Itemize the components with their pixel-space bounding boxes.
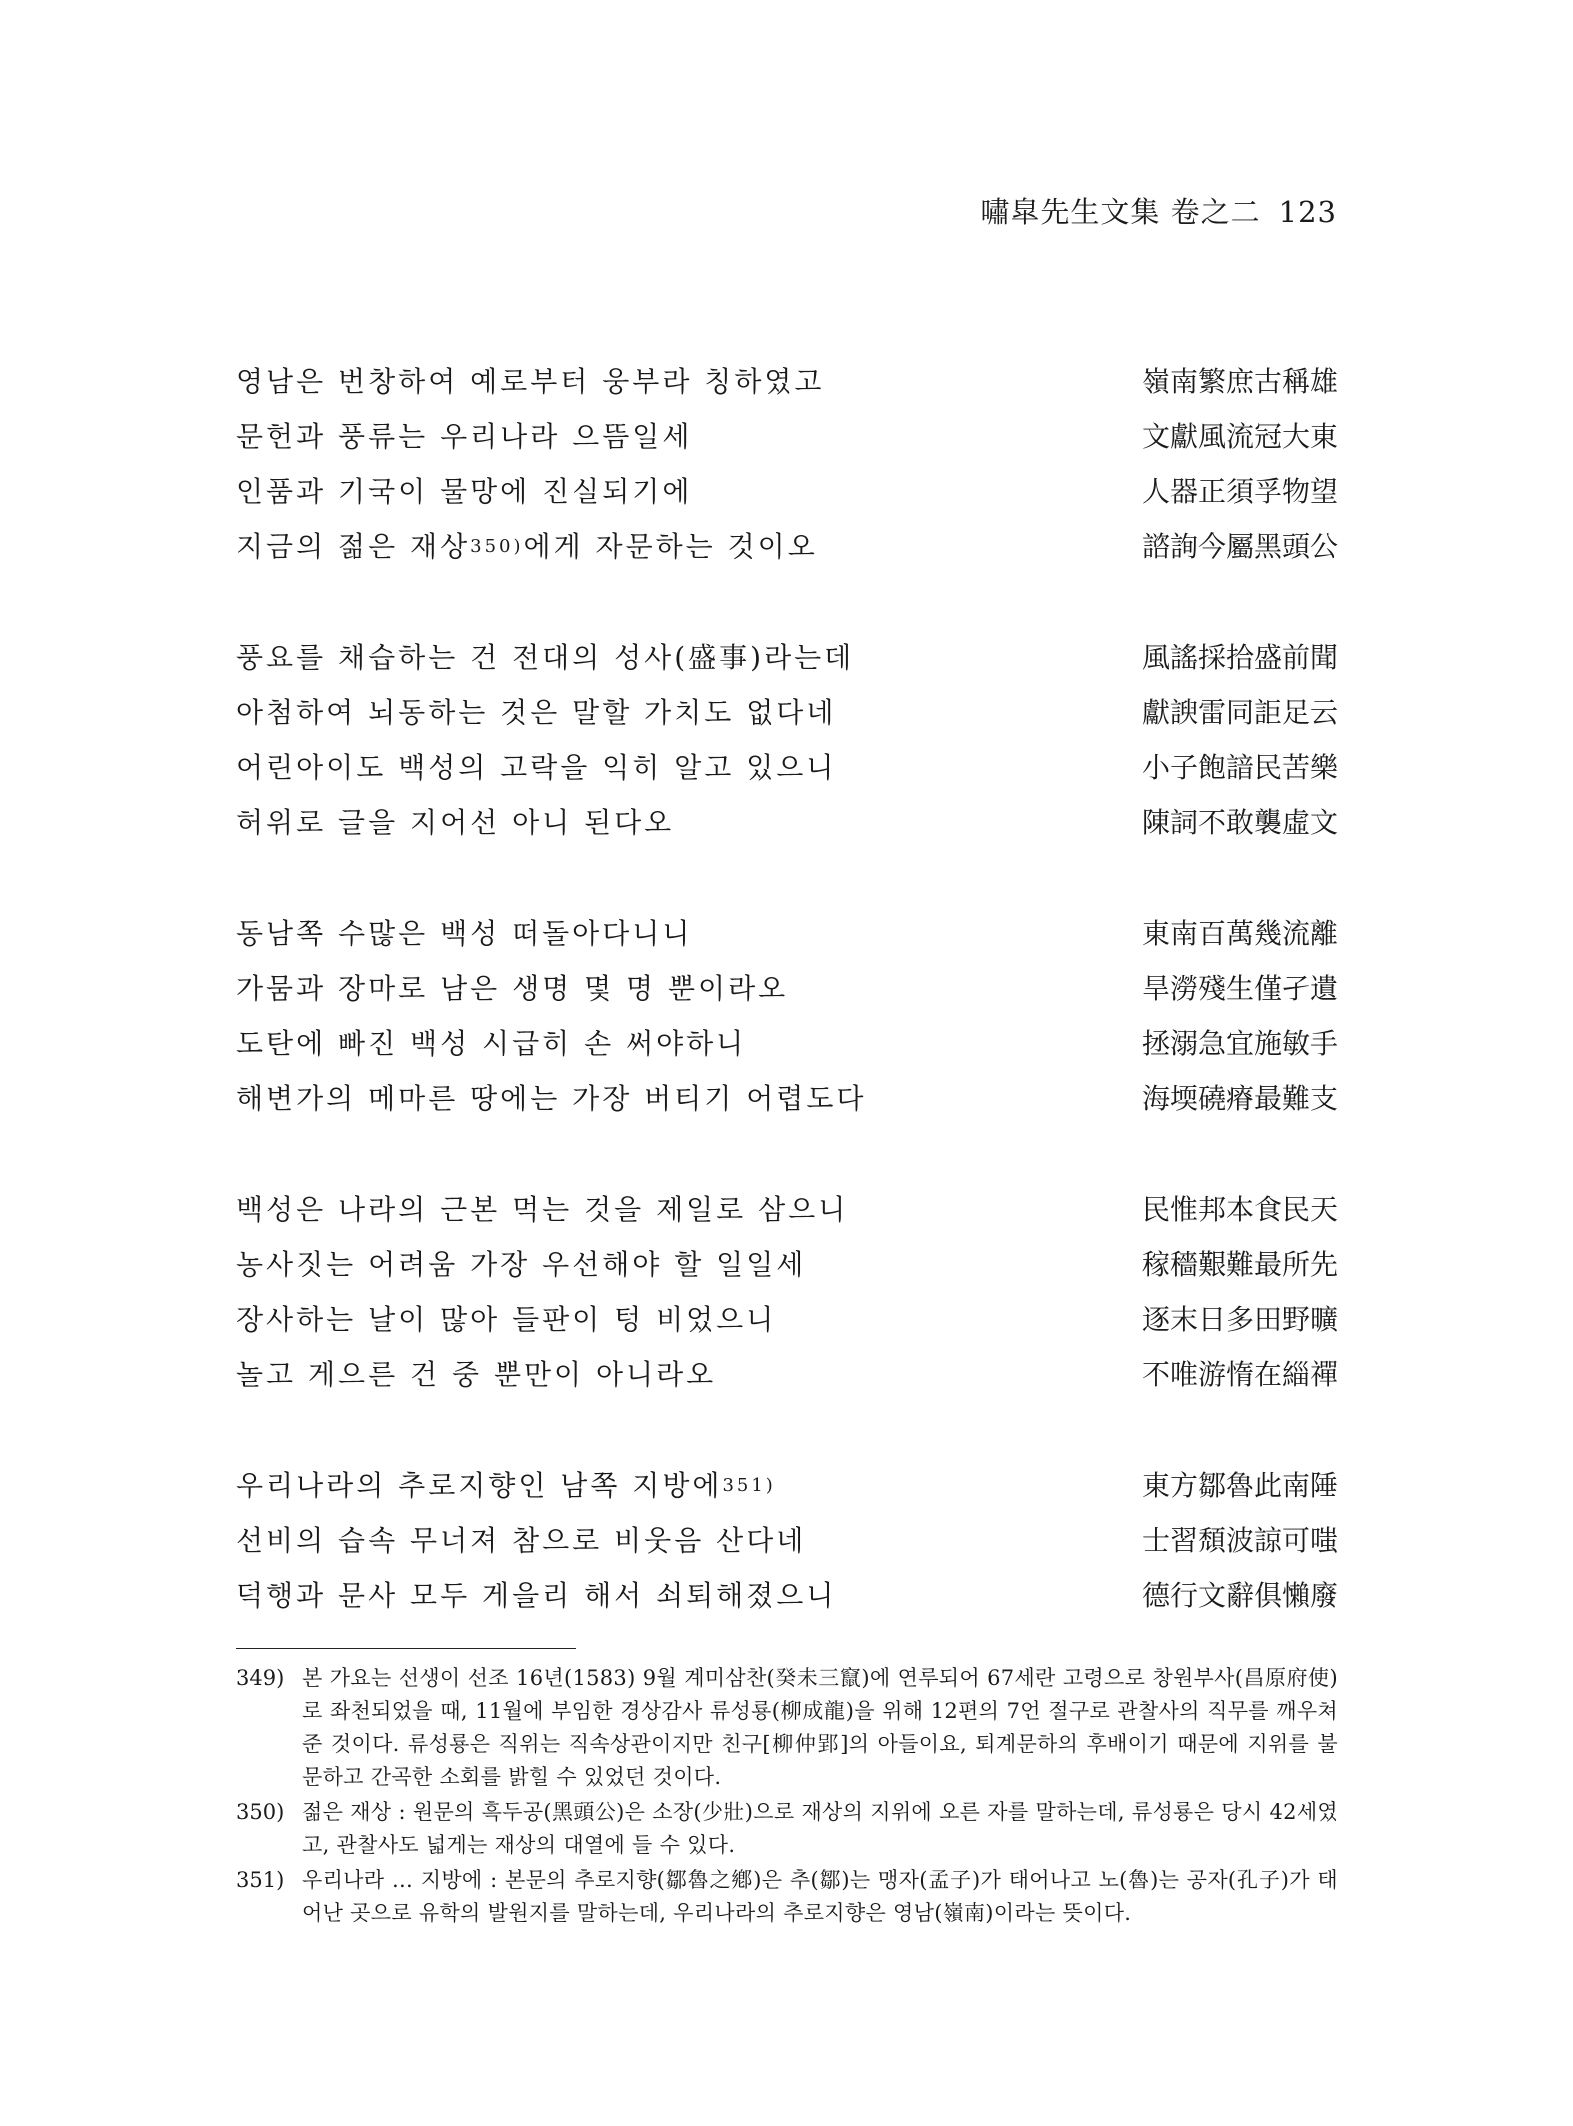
verse-line — [236, 470, 1338, 525]
korean-text: 선비의 습속 무너져 참으로 비웃음 산다네 — [236, 1524, 807, 1557]
stanza — [236, 1188, 1338, 1408]
footnote-text: 본 가요는 선생이 선조 16년(1583) 9월 계미삼찬(癸未三竄)에 연루되어 67세란 고령으로 창원부사(昌原府使)로 좌천되었을 때, 11월에 부임한 경상감사 류성룡(柳成龍)을 위해 12편의 7언 절구로 관찰사의 직무를 깨우쳐 준 것이다. 류성룡은 직위는 직속상관이지만 친구[柳仲郢]의 아들이요, 퇴계문하의 후배이기 때문에 지위를 불문하고 간곡한 소회를 밝힐 수 있었던 것이다. — [302, 1666, 1338, 1789]
stanza — [236, 636, 1338, 856]
korean-text: 풍요를 채습하는 건 전대의 성사(盛事)라는데 — [236, 641, 855, 674]
korean-translation — [236, 525, 818, 565]
korean-translation — [236, 1298, 776, 1338]
classical-chinese-original: 東方鄒魯此南陲 — [1141, 1469, 1338, 1502]
korean-translation — [236, 360, 824, 400]
stanza — [236, 912, 1338, 1132]
verse-line — [236, 360, 1338, 415]
korean-text: 농사짓는 어려움 가장 우선해야 할 일일세 — [236, 1248, 807, 1281]
classical-chinese-original: 海堧磽瘠最難支 — [1141, 1082, 1338, 1115]
korean-translation — [236, 1574, 836, 1614]
page-header — [980, 190, 1337, 231]
classical-chinese-original: 民惟邦本食民天 — [1141, 1193, 1338, 1226]
korean-translation — [236, 746, 836, 786]
footnote-reference[interactable]: 350) — [470, 536, 524, 557]
classical-chinese-original: 風謠採拾盛前聞 — [1141, 641, 1338, 674]
korean-translation — [236, 636, 854, 676]
footnote-reference[interactable]: 351) — [722, 1475, 776, 1496]
footnote-number: 351) — [236, 1868, 285, 1892]
running-title: 嘯皐先生文集 卷之二 — [980, 195, 1261, 229]
korean-text-continued: 에게 자문하는 것이오 — [523, 530, 818, 563]
korean-translation — [236, 470, 692, 510]
korean-translation — [236, 691, 836, 731]
classical-chinese-original: 諮詢今屬黑頭公 — [1141, 530, 1338, 563]
verse-line — [236, 1188, 1338, 1243]
poem-body — [236, 360, 1338, 1685]
korean-text: 장사하는 날이 많아 들판이 텅 비었으니 — [236, 1303, 777, 1336]
stanza — [236, 1464, 1338, 1629]
footnote-number: 350) — [236, 1800, 285, 1824]
verse-line — [236, 967, 1338, 1022]
korean-translation — [236, 1519, 806, 1559]
verse-line — [236, 1464, 1338, 1519]
korean-text: 놀고 게으른 건 중 뿐만이 아니라오 — [236, 1358, 717, 1391]
korean-translation — [236, 967, 788, 1007]
korean-text: 지금의 젊은 재상 — [236, 530, 471, 563]
classical-chinese-original: 獻諛雷同詎足云 — [1141, 696, 1338, 729]
korean-translation — [236, 912, 692, 952]
classical-chinese-original: 拯溺急宜施敏手 — [1141, 1027, 1338, 1060]
classical-chinese-original: 不唯游惰在緇禪 — [1141, 1358, 1338, 1391]
classical-chinese-original: 人器正須孚物望 — [1141, 475, 1338, 508]
korean-text: 도탄에 빠진 백성 시급히 손 써야하니 — [236, 1027, 747, 1060]
verse-line — [236, 912, 1338, 967]
korean-text: 우리나라의 추로지향인 남쪽 지방에 — [236, 1469, 723, 1502]
footnote — [236, 1662, 1338, 1794]
korean-translation — [236, 415, 692, 455]
korean-translation — [236, 1464, 776, 1504]
korean-text: 덕행과 문사 모두 게을리 해서 쇠퇴해졌으니 — [236, 1579, 837, 1612]
korean-text: 문헌과 풍류는 우리나라 으뜸일세 — [236, 420, 693, 453]
verse-line — [236, 525, 1338, 580]
classical-chinese-original: 文獻風流冠大東 — [1141, 420, 1338, 453]
classical-chinese-original: 士習頹波諒可嗤 — [1141, 1524, 1338, 1557]
verse-line — [236, 636, 1338, 691]
verse-line — [236, 746, 1338, 801]
korean-text: 아첨하여 뇌동하는 것은 말할 가치도 없다네 — [236, 696, 837, 729]
stanza — [236, 360, 1338, 580]
classical-chinese-original: 陳詞不敢襲虛文 — [1141, 806, 1338, 839]
korean-text: 허위로 글을 지어선 아니 된다오 — [236, 806, 675, 839]
footnotes — [236, 1662, 1338, 1932]
verse-line — [236, 1574, 1338, 1629]
verse-line — [236, 1353, 1338, 1408]
verse-line — [236, 1077, 1338, 1132]
footnote-divider — [236, 1648, 576, 1649]
korean-translation — [236, 1022, 746, 1062]
verse-line — [236, 1022, 1338, 1077]
verse-line — [236, 691, 1338, 746]
verse-line — [236, 1243, 1338, 1298]
page-number: 123 — [1278, 195, 1337, 229]
verse-line — [236, 1519, 1338, 1574]
korean-translation — [236, 1188, 848, 1228]
footnote-text: 젊은 재상 : 원문의 흑두공(黑頭公)은 소장(少壯)으로 재상의 지위에 오른 자를 말하는데, 류성룡은 당시 42세였고, 관찰사도 넓게는 재상의 대열에 들 수 있다. — [302, 1800, 1338, 1857]
korean-translation — [236, 1353, 716, 1393]
classical-chinese-original: 東南百萬幾流離 — [1141, 917, 1338, 950]
footnote-number: 349) — [236, 1666, 285, 1690]
classical-chinese-original: 德行文辭俱懶廢 — [1141, 1579, 1338, 1612]
korean-text: 어린아이도 백성의 고락을 익히 알고 있으니 — [236, 751, 837, 784]
korean-text: 영남은 번창하여 예로부터 웅부라 칭하였고 — [236, 365, 825, 398]
footnote — [236, 1864, 1338, 1930]
footnote-text: 우리나라 … 지방에 : 본문의 추로지향(鄒魯之鄕)은 추(鄒)는 맹자(孟子)가 태어나고 노(魯)는 공자(孔子)가 태어난 곳으로 유학의 발원지를 말하는데, 우리나라의 추로지향은 영남(嶺南)이라는 뜻이다. — [302, 1868, 1338, 1925]
footnote — [236, 1796, 1338, 1862]
korean-text: 동남쪽 수많은 백성 떠돌아다니니 — [236, 917, 693, 950]
korean-translation — [236, 1243, 806, 1283]
korean-text: 해변가의 메마른 땅에는 가장 버티기 어렵도다 — [236, 1082, 867, 1115]
verse-line — [236, 415, 1338, 470]
korean-translation — [236, 1077, 866, 1117]
korean-text: 백성은 나라의 근본 먹는 것을 제일로 삼으니 — [236, 1193, 849, 1226]
classical-chinese-original: 逐末日多田野曠 — [1141, 1303, 1338, 1336]
classical-chinese-original: 嶺南繁庶古稱雄 — [1141, 365, 1338, 398]
classical-chinese-original: 小子飽諳民苦樂 — [1141, 751, 1338, 784]
classical-chinese-original: 稼穡艱難最所先 — [1141, 1248, 1338, 1281]
verse-line — [236, 1298, 1338, 1353]
korean-text: 인품과 기국이 물망에 진실되기에 — [236, 475, 693, 508]
verse-line — [236, 801, 1338, 856]
korean-text: 가뭄과 장마로 남은 생명 몇 명 뿐이라오 — [236, 972, 789, 1005]
classical-chinese-original: 旱澇殘生僅孑遺 — [1141, 972, 1338, 1005]
korean-translation — [236, 801, 674, 841]
